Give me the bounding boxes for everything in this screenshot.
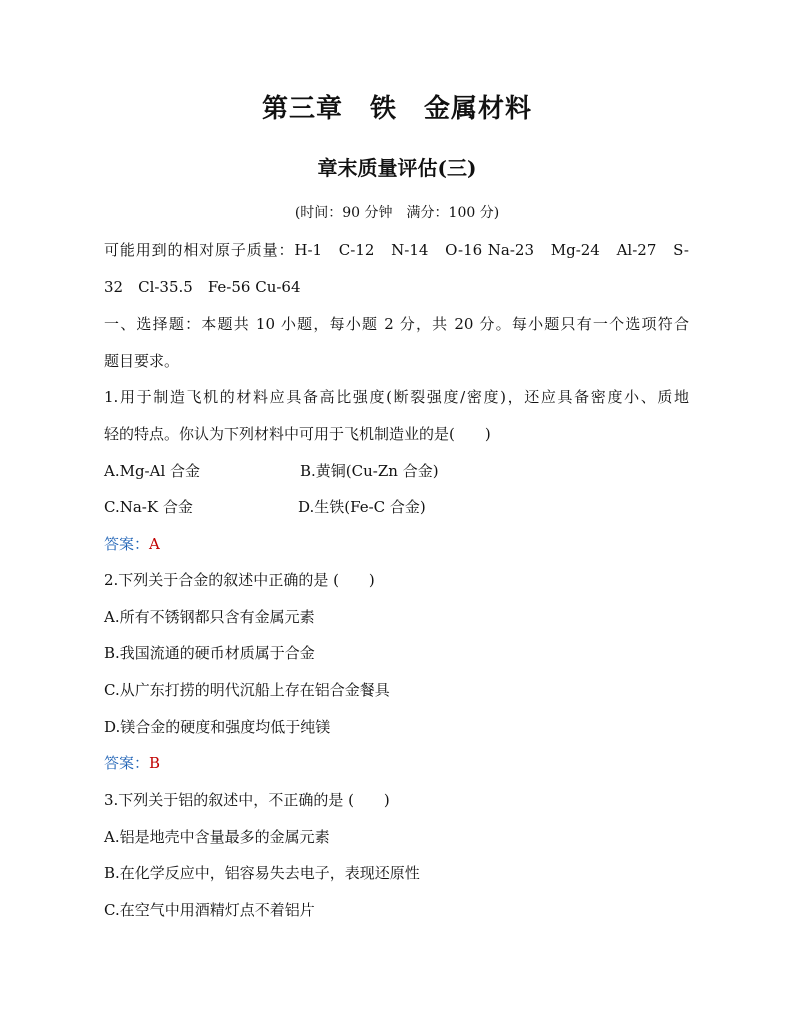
atomic-mass-line-2: 32 Cl-35.5 Fe-56 Cu-64 bbox=[104, 278, 301, 296]
chapter-title: 第三章 铁 金属材料 bbox=[261, 94, 532, 124]
question-1-answer bbox=[104, 533, 689, 555]
question-1-option-c: C.Na-K 合金 bbox=[104, 498, 193, 516]
question-3-option-c: C.在空气中用酒精灯点不着铝片 bbox=[104, 901, 315, 919]
question-1-option-b: B.黄铜(Cu-Zn 合金) bbox=[300, 462, 439, 480]
question-2-option-b: B.我国流通的硬币材质属于合金 bbox=[104, 644, 315, 662]
exam-meta: (时间：90 分钟 满分：100 分) bbox=[294, 205, 500, 221]
question-2-option-c: C.从广东打捞的明代沉船上存在铝合金餐具 bbox=[104, 681, 390, 699]
question-1-option-row-1 bbox=[104, 460, 689, 482]
answer-label: 答案： bbox=[104, 535, 150, 553]
section-heading-line-1: 一、选择题：本题共 10 小题，每小题 2 分，共 20 分。每小题只有一个选项符合 bbox=[104, 315, 689, 333]
atomic-mass-line-1: 可能用到的相对原子质量：H-1 C-12 N-14 O-16 Na-23 Mg-24 Al-27 S- bbox=[104, 241, 689, 259]
answer-label: 答案： bbox=[104, 754, 150, 772]
section-subtitle: 章末质量评估(三) bbox=[317, 156, 477, 180]
question-1-option-d: D.生铁(Fe-C 合金) bbox=[298, 498, 426, 516]
question-3-option-a: A.铝是地壳中含量最多的金属元素 bbox=[104, 828, 330, 846]
question-1-stem-line-2: 轻的特点。你认为下列材料中可用于飞机制造业的是( ) bbox=[104, 425, 491, 443]
question-1-option-row-2 bbox=[104, 496, 689, 518]
question-2-stem: 2.下列关于合金的叙述中正确的是 ( ) bbox=[104, 571, 375, 589]
question-1-stem-line-1: 1.用于制造飞机的材料应具备高比强度(断裂强度/密度)，还应具备密度小、质地 bbox=[104, 388, 689, 406]
question-3-option-b: B.在化学反应中，铝容易失去电子，表现还原性 bbox=[104, 864, 420, 882]
question-1-option-a: A.Mg-Al 合金 bbox=[104, 462, 201, 480]
answer-value: B bbox=[149, 754, 161, 772]
section-heading-line-2: 题目要求。 bbox=[104, 352, 180, 370]
question-3-stem: 3.下列关于铝的叙述中，不正确的是 ( ) bbox=[104, 791, 390, 809]
question-2-answer bbox=[104, 752, 689, 774]
answer-value: A bbox=[149, 535, 160, 553]
question-2-option-a: A.所有不锈钢都只含有金属元素 bbox=[104, 608, 315, 626]
question-2-option-d: D.镁合金的硬度和强度均低于纯镁 bbox=[104, 718, 331, 736]
